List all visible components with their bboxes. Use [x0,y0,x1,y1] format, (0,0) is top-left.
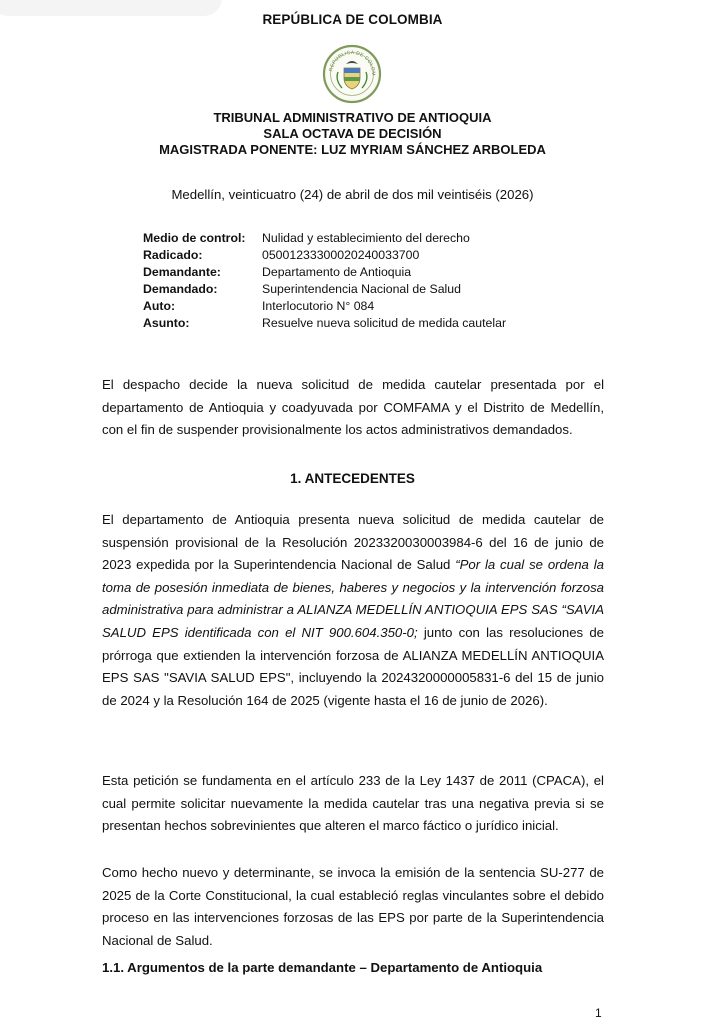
page-number: 1 [595,1006,602,1020]
meta-label: Demandado: [143,282,218,296]
court-line-3: MAGISTRADA PONENTE: LUZ MYRIAM SÁNCHEZ ARBOLEDA [159,142,546,157]
country-title: REPÚBLICA DE COLOMBIA [262,12,443,27]
coat-of-arms-seal-icon [322,44,382,104]
document-date: Medellín, veinticuatro (24) de abril de dos mil veintiséis (2026) [171,187,534,202]
meta-label: Auto: [143,299,176,313]
seal-text: REPÚBLICA DE COLOM [328,49,377,76]
section-heading: 1. ANTECEDENTES [290,471,415,486]
meta-value: Departamento de Antioquia [262,265,412,279]
meta-row [143,315,506,332]
meta-row [143,281,506,298]
meta-label: Medio de control: [143,231,246,245]
antecedentes-paragraph-3: Como hecho nuevo y determinante, se invoca la emisión de la sentencia SU-277 de 2025 de la Corte Constitucional, la cual estableció reglas vinculantes sobre el debido proceso en las intervenciones forzosas de las EPS por parte de la Superintendencia Nacional de Salud. [102,865,604,948]
paragraph-text: junto con las resoluciones de prórroga que extienden la intervención forzosa de ALIANZA MEDELLÍN ANTIOQUIA EPS SAS "SAVIA SALUD EPS", incluyendo la 2024320000005831-6 del 15 de junio de 2024 y la Resolución 164 de 2025 (vigente hasta el 16 de junio de 2026). [102,624,604,708]
antecedentes-paragraph-2: Esta petición se fundamenta en el artículo 233 de la Ley 1437 de 2011 (CPACA), el cual permite solicitar nuevamente la medida cautelar tras una negativa previa si se presentan hechos sobrevinientes que alteren el marco fáctico o jurídico inicial. [102,773,604,834]
subsection-heading: 1.1. Argumentos de la parte demandante – Departamento de Antioquia [102,960,543,975]
court-line-2: SALA OCTAVA DE DECISIÓN [263,126,442,141]
meta-value: Superintendencia Nacional de Salud [262,282,461,296]
meta-value: Resuelve nueva solicitud de medida cautelar [262,316,507,330]
meta-row [143,264,506,281]
meta-row [143,230,506,247]
meta-label: Demandante: [143,265,221,279]
court-line-1: TRIBUNAL ADMINISTRATIVO DE ANTIOQUIA [213,110,492,125]
court-header [0,110,705,158]
meta-value: 05001233300020240033700 [262,248,420,262]
paragraph-text: El departamento de Antioquia presenta nueva solicitud de medida cautelar de suspensión provisional de la Resolución 2023320030003984-6 del 16 de junio de 2023 expedida por la Superintendencia Nacional de Salud [102,512,604,573]
quoted-resolution-text: “Por la cual se ordena la toma de posesión inmediata de bienes, haberes y negocios y la intervención forzosa administrativa para administrar a ALIANZA MEDELLÍN ANTIOQUIA EPS SAS “SAVIA SALUD EPS identificada con el NIT 900.604.350-0; [102,557,604,640]
case-metadata [143,230,506,332]
meta-label: Asunto: [143,316,190,330]
antecedentes-paragraph-1 [102,509,604,712]
meta-value: Nulidad y establecimiento del derecho [262,231,470,245]
meta-row [143,247,506,264]
meta-row [143,298,506,315]
intro-paragraph: El despacho decide la nueva solicitud de medida cautelar presentada por el departamento de Antioquia y coadyuvada por COMFAMA y el Distrito de Medellín, con el fin de suspender provisionalmente los actos administrativos demandados. [102,377,604,438]
meta-value: Interlocutorio N° 084 [262,299,375,313]
meta-label: Radicado: [143,248,203,262]
